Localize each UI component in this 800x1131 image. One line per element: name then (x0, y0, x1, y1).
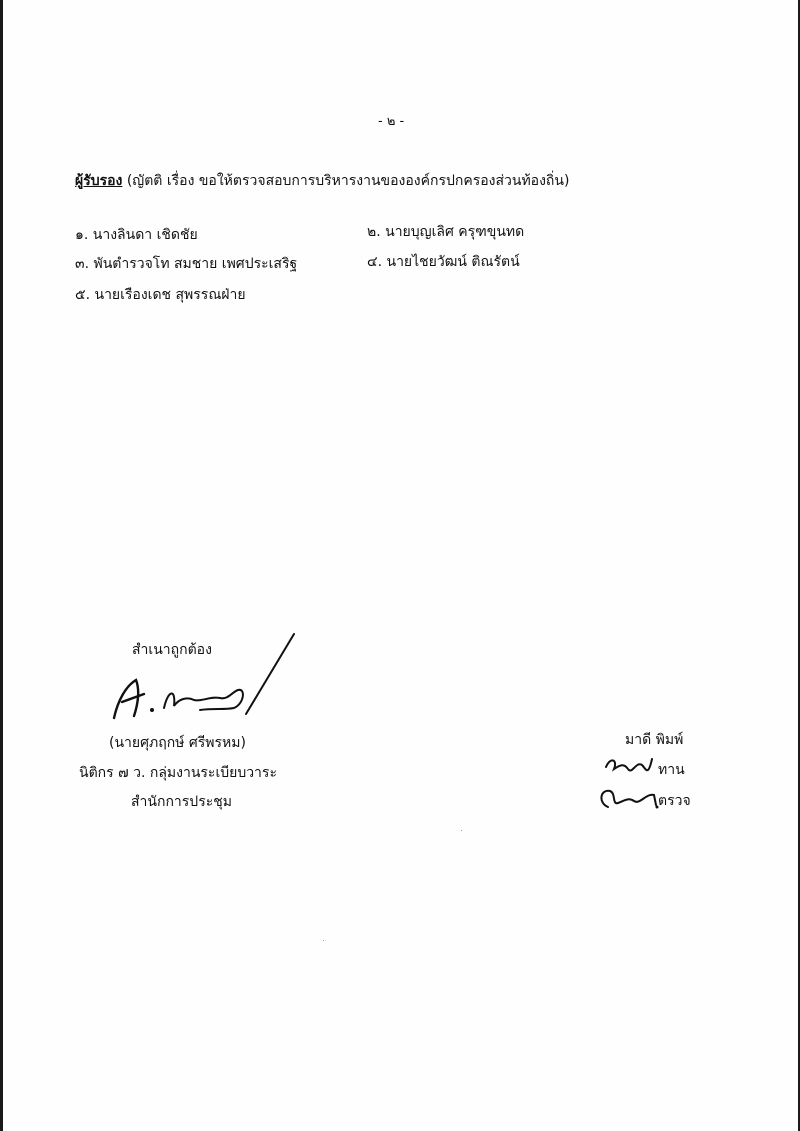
signature-initial-stroke (114, 680, 144, 718)
scan-edge-left (0, 0, 3, 1131)
certified-copy-label: สำเนาถูกต้อง (132, 642, 212, 658)
signature-image (104, 630, 304, 725)
heading-row (75, 172, 569, 190)
heading-label: ผู้รับรอง (75, 173, 123, 189)
member-item: ๓. พันตำรวจโท สมชาย เพศประเสริฐ (75, 256, 298, 272)
member-item: ๑. นางลินดา เชิดชัย (75, 227, 198, 243)
signature-dot (150, 708, 154, 712)
initials-check-2 (598, 785, 660, 813)
initials-check-1 (602, 755, 658, 781)
heading-text: (ญัตติ เรื่อง ขอให้ตรวจสอบการบริหารงานขององค์กรปกครองส่วนท้องถิ่น) (126, 173, 570, 189)
signer-position: นิติกร ๗ ว. กลุ่มงานระเบียบวาระ (79, 765, 277, 781)
member-item: ๕. นายเรืองเดช สุพรรณฝ่าย (75, 287, 246, 303)
scan-speck (323, 940, 324, 941)
page-number: - ๒ - (378, 114, 405, 129)
typist-label: มาดี พิมพ์ (625, 732, 684, 748)
checker-label-1: ทาน (658, 762, 685, 778)
signature-slash-stroke (246, 634, 294, 714)
signer-department: สำนักการประชุม (131, 794, 232, 810)
scan-speck (461, 830, 462, 831)
member-item: ๔. นายไชยวัฒน์ ติณรัตน์ (367, 254, 520, 270)
checker-label-2: ตรวจ (658, 793, 691, 809)
member-item: ๒. นายบุญเลิศ ครุฑขุนทด (367, 224, 525, 240)
signer-name: (นายศุภฤกษ์ ศรีพรหม) (109, 735, 246, 751)
